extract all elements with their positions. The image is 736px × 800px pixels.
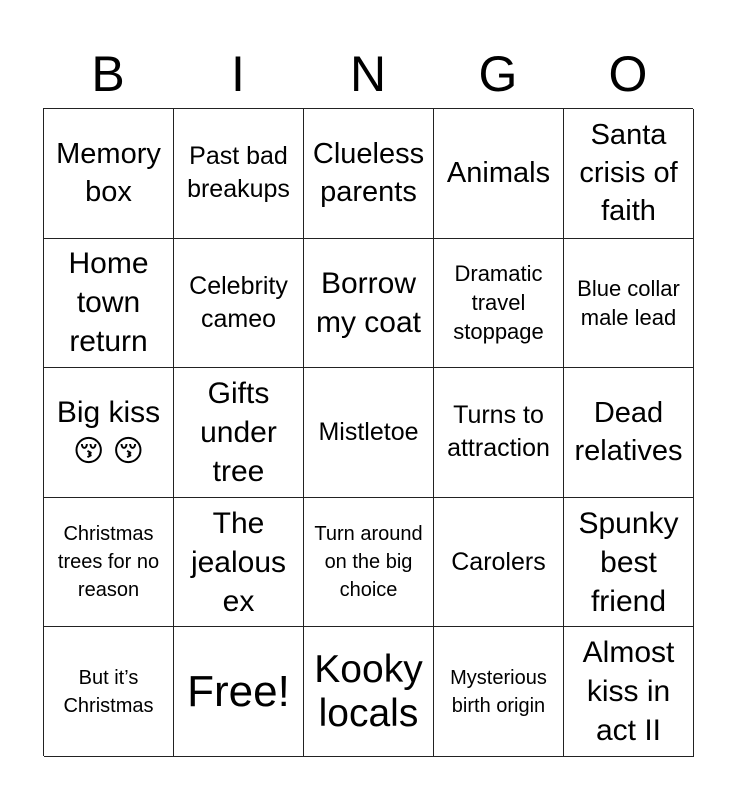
cell-label: The jealous ex (190, 506, 287, 618)
cell-label: Blue collar male lead (577, 275, 680, 330)
cell-label: Gifts under tree (200, 376, 277, 488)
header-letter-o: O (608, 46, 648, 102)
bingo-cell[interactable] (304, 627, 434, 757)
bingo-cell[interactable] (434, 368, 564, 498)
cell-label: Almost kiss in act II (582, 636, 675, 748)
bingo-cell[interactable] (44, 627, 174, 757)
header-letter-i: I (231, 46, 245, 102)
bingo-cell[interactable] (44, 239, 174, 369)
cell-label: Mistletoe (318, 417, 419, 446)
bingo-cell[interactable] (564, 109, 694, 239)
bingo-cell[interactable] (434, 627, 564, 757)
header-letter-g: G (478, 46, 518, 102)
cell-label: Mysterious birth origin (450, 666, 547, 717)
bingo-cell[interactable] (434, 498, 564, 628)
cell-label: Dead relatives (574, 397, 683, 468)
bingo-cell[interactable] (304, 498, 434, 628)
bingo-cell[interactable] (44, 109, 174, 239)
cell-label: But it’s Christmas (63, 666, 154, 717)
bingo-cell[interactable] (174, 109, 304, 239)
bingo-cell[interactable] (564, 239, 694, 369)
cell-label: Christmas trees for no reason (57, 523, 160, 602)
bingo-cell[interactable] (44, 498, 174, 628)
cell-label: Home town return (68, 247, 149, 359)
cell-label: Turn around on the big choice (314, 523, 423, 602)
cell-label: Clueless parents (312, 138, 425, 209)
bingo-cell[interactable] (434, 109, 564, 239)
bingo-cell[interactable] (174, 239, 304, 369)
bingo-cell[interactable] (174, 368, 304, 498)
bingo-cell[interactable] (564, 498, 694, 628)
cell-label: Celebrity cameo (189, 271, 288, 333)
cell-label: Big kiss 😚 😚 (56, 396, 161, 469)
cell-label: Carolers (451, 547, 546, 576)
cell-label: Borrow my coat (315, 266, 422, 339)
bingo-cell[interactable] (304, 239, 434, 369)
bingo-grid (43, 108, 693, 756)
bingo-cell[interactable] (44, 368, 174, 498)
cell-label: Free! (187, 666, 290, 716)
bingo-cell[interactable] (564, 627, 694, 757)
cell-label: Santa crisis of faith (579, 119, 678, 228)
bingo-cell[interactable] (304, 368, 434, 498)
bingo-cell[interactable] (434, 239, 564, 369)
bingo-header (43, 40, 693, 108)
cell-label: Kooky locals (314, 647, 423, 735)
cell-label: Memory box (56, 138, 161, 209)
free-cell[interactable] (174, 627, 304, 757)
cell-label: Dramatic travel stoppage (453, 261, 544, 345)
cell-label: Spunky best friend (578, 506, 679, 618)
cell-label: Past bad breakups (187, 142, 290, 204)
cell-label: Turns to attraction (447, 401, 550, 463)
bingo-cell[interactable] (304, 109, 434, 239)
cell-label: Animals (446, 157, 551, 190)
bingo-cell[interactable] (564, 368, 694, 498)
header-letter-b: B (91, 46, 125, 102)
header-letter-n: N (349, 46, 387, 102)
bingo-cell[interactable] (174, 498, 304, 628)
